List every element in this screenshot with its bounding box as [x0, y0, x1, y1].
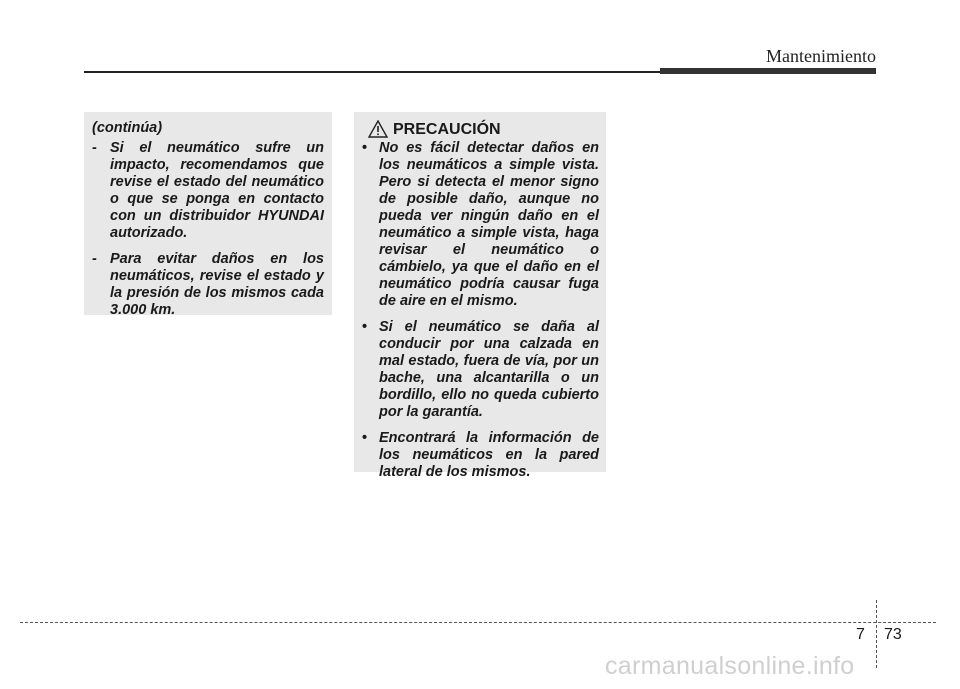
list-item-text: Si el neumático se daña al conducir por una calzada en mal estado, fuera de vía, por un bache, una alcantarilla o un bordillo, ello no queda cubierto por la garantía. — [379, 319, 599, 420]
continued-label: (continúa) — [92, 120, 163, 136]
caution-heading — [368, 120, 599, 138]
caution-box — [354, 112, 606, 480]
list-item — [92, 140, 324, 242]
dash-marker: - — [92, 140, 97, 156]
list-item — [362, 430, 599, 481]
list-item — [362, 140, 599, 310]
header-rule — [84, 71, 664, 73]
continued-note-box — [84, 112, 332, 318]
list-item — [92, 251, 324, 319]
bullet-marker: • — [362, 319, 368, 335]
footer-rule — [20, 622, 936, 623]
list-item-text: Encontrará la información de los neumáticos en la pared lateral de los mismos. — [379, 430, 599, 480]
header-title: Mantenimiento — [766, 46, 876, 66]
header-rule-accent — [660, 68, 876, 74]
chapter-number: 7 — [856, 626, 865, 643]
list-item — [362, 319, 599, 421]
watermark: carmanualsonline.info — [605, 652, 855, 680]
warning-triangle-icon — [368, 120, 388, 138]
list-item-text: Para evitar daños en los neumáticos, revise el estado y la presión de los mismos cada 3.000 km. — [110, 251, 324, 318]
bullet-marker: • — [362, 140, 368, 156]
list-item-text: No es fácil detectar daños en los neumáticos a simple vista. Pero si detecta el menor signo de posible daño, aunque no pueda ver ningún daño en el neumático a simple vista, haga revisar el neumático o cámbielo, ya que el daño en el neumático podría causar fuga de aire en el mismo. — [379, 140, 599, 309]
bullet-marker: • — [362, 430, 368, 446]
page-divider — [876, 600, 877, 668]
list-item-text: Si el neumático sufre un impacto, recomendamos que revise el estado del neumático o que se ponga en contacto con un distribuidor HYUNDAI autorizado. — [110, 140, 324, 241]
page-number: 73 — [884, 626, 902, 643]
dash-marker: - — [92, 251, 97, 267]
caution-heading-text: PRECAUCIÓN — [393, 120, 501, 138]
